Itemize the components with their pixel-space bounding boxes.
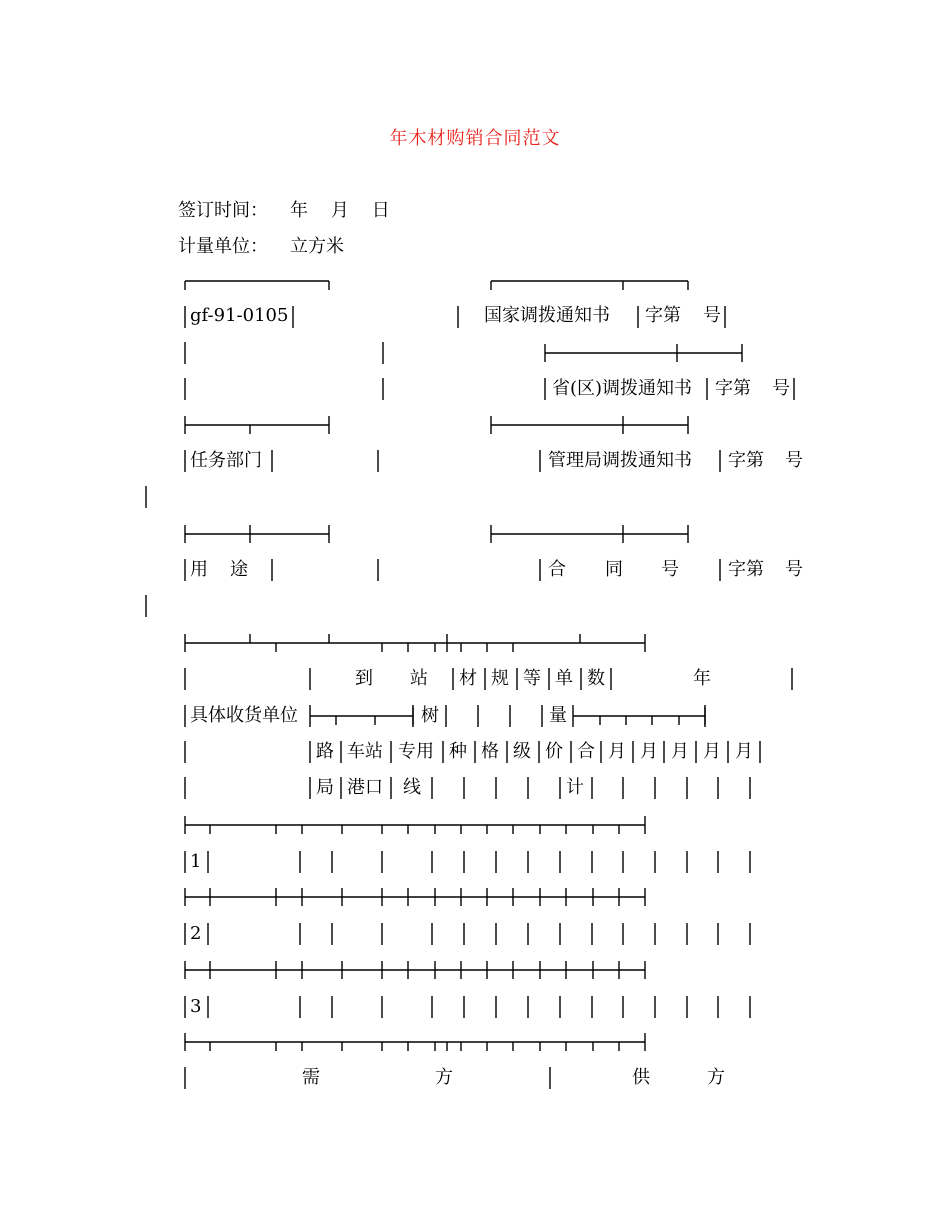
- use-label-1: 用: [190, 559, 208, 580]
- line-label: 线: [403, 777, 421, 798]
- supply-label-2: 方: [707, 1067, 725, 1088]
- spec-label-2: 格: [481, 741, 499, 762]
- month-label-1: 月: [608, 741, 626, 762]
- sign-time-value: 年 月 日: [290, 200, 390, 221]
- task-dept-label: 任务部门: [190, 450, 262, 471]
- unit-label: 计量单位：: [178, 236, 268, 257]
- year-label: 年: [693, 668, 711, 689]
- form-code: gf-91-0105: [190, 305, 289, 326]
- qty-label-2: 量: [549, 705, 567, 726]
- receiver-label: 具体收货单位: [190, 705, 298, 726]
- wood-label-1: 材: [459, 668, 477, 689]
- road-label: 路: [316, 741, 334, 762]
- special-label: 专用: [398, 741, 434, 762]
- national-notice-label: 国家调拨通知书: [484, 305, 610, 326]
- total-label-2: 计: [566, 777, 584, 798]
- demand-label-1: 需: [302, 1067, 320, 1088]
- unit-price-label-1: 单: [555, 668, 573, 689]
- contract-label-3: 号: [661, 559, 679, 580]
- total-label-1: 合: [577, 741, 595, 762]
- provincial-word-no: 字第: [715, 378, 751, 399]
- bureau-label: 局: [316, 777, 334, 798]
- provincial-notice-label: 省(区)调拨通知书: [552, 378, 693, 399]
- to-station-1: 到: [355, 668, 373, 689]
- contract-no: 号: [785, 559, 803, 580]
- bureau-notice-label: 管理局调拨通知书: [548, 450, 692, 471]
- price-label: 价: [545, 741, 563, 762]
- to-station-2: 站: [410, 668, 428, 689]
- species-label: 种: [449, 741, 467, 762]
- row-number-3: 3: [190, 996, 202, 1017]
- port-label: 港口: [347, 777, 383, 798]
- national-no: 号: [703, 305, 721, 326]
- grade-label-2: 级: [513, 741, 531, 762]
- wood-label-2: 树: [421, 705, 439, 726]
- document-title: 年木材购销合同范文: [389, 128, 561, 149]
- bureau-no: 号: [785, 450, 803, 471]
- month-label-4: 月: [703, 741, 721, 762]
- month-label-3: 月: [671, 741, 689, 762]
- national-word-no: 字第: [645, 305, 681, 326]
- sign-time-label: 签订时间：: [178, 200, 268, 221]
- spec-label: 规: [491, 668, 509, 689]
- grade-label: 等: [523, 668, 541, 689]
- month-label-5: 月: [735, 741, 753, 762]
- contract-label-2: 同: [605, 559, 623, 580]
- supply-label-1: 供: [632, 1067, 650, 1088]
- provincial-no: 号: [772, 378, 790, 399]
- contract-label-1: 合: [548, 559, 566, 580]
- use-label-2: 途: [230, 559, 248, 580]
- demand-label-2: 方: [435, 1067, 453, 1088]
- contract-word-no: 字第: [728, 559, 764, 580]
- unit-value: 立方米: [290, 236, 344, 257]
- bureau-word-no: 字第: [728, 450, 764, 471]
- station-label: 车站: [347, 741, 383, 762]
- month-label-2: 月: [640, 741, 658, 762]
- row-number-2: 2: [190, 923, 202, 944]
- row-number-1: 1: [190, 851, 202, 872]
- qty-label-1: 数: [587, 668, 605, 689]
